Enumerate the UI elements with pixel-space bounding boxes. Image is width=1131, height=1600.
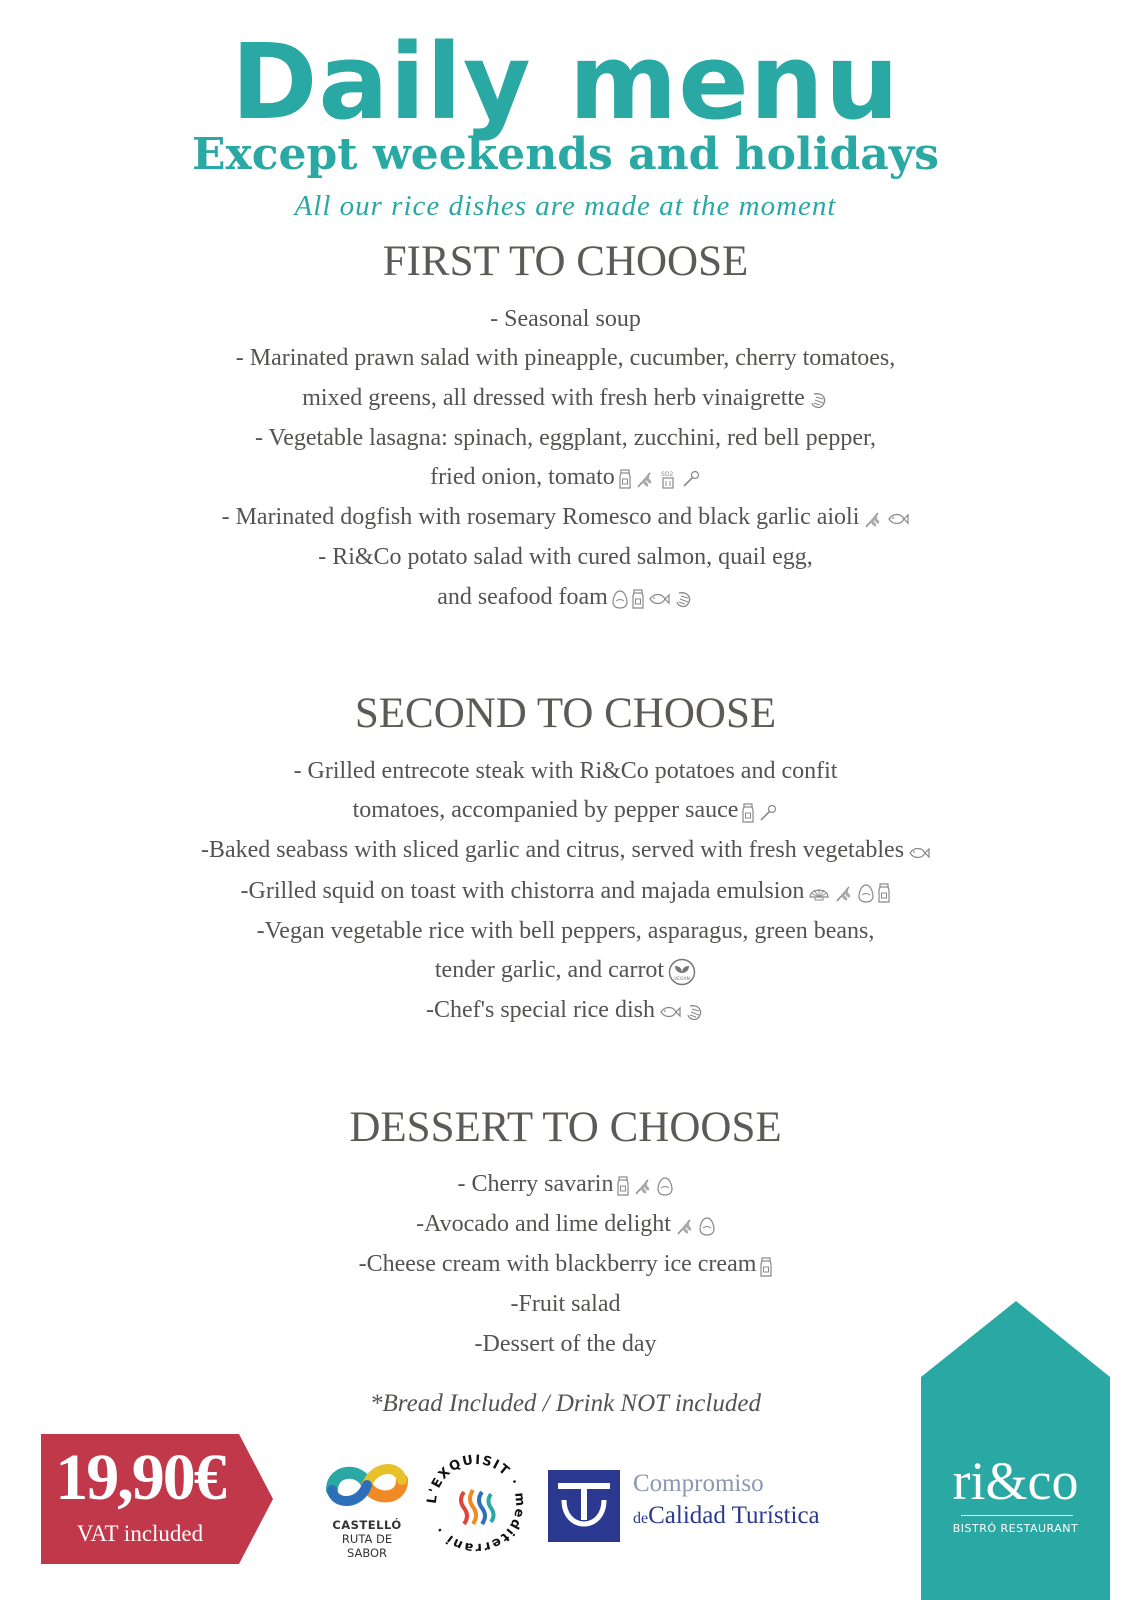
crustacean-icon	[685, 992, 705, 1031]
menu-item-text: - Ri&Co potato salad with cured salmon, quail egg,	[318, 544, 813, 571]
milk-icon	[632, 578, 644, 617]
exquisit-seal-icon	[420, 1448, 532, 1560]
menu-item-text: and seafood foam	[437, 583, 608, 610]
menu-item-text: - Marinated dogfish with rosemary Romesco and black garlic aioli	[221, 504, 860, 531]
gluten-icon	[834, 872, 854, 911]
exquisit-ring-text: L'EXQUISIT · mediterrani ·	[424, 1452, 528, 1556]
brand-name: ri&co	[952, 1451, 1079, 1511]
menu-item-line	[0, 578, 1131, 618]
brand-divider	[961, 1515, 1073, 1516]
menu-item-line	[0, 339, 1131, 378]
menu-item-line	[0, 538, 1131, 577]
menu-title: Daily menu	[231, 21, 900, 143]
milk-icon	[619, 459, 631, 498]
menu-item-text: - Cherry savarin	[457, 1171, 614, 1197]
crustacean-icon	[674, 578, 694, 617]
calidad-line2	[633, 1502, 820, 1530]
gluten-icon	[863, 499, 883, 538]
fish-icon	[887, 499, 909, 538]
menu-item-text: - Seasonal soup	[490, 306, 641, 332]
menu-item-line	[0, 912, 1131, 951]
menu-item-text: -Avocado and lime delight	[416, 1211, 671, 1238]
calidad-de: de	[633, 1510, 649, 1527]
svg-text:VEGAN: VEGAN	[674, 977, 691, 983]
menu-item-line	[0, 1205, 1131, 1245]
egg-icon	[699, 1206, 715, 1245]
fish-icon	[659, 992, 681, 1031]
menu-item-line	[0, 831, 1131, 871]
compromiso-calidad-turistica-logo	[548, 1470, 838, 1542]
svg-text:L'EXQUISIT · mediterrani ·	[425, 1453, 528, 1555]
section-title-second: SECOND TO CHOOSE	[354, 690, 777, 737]
menu-item-line	[0, 872, 1131, 912]
menu-item-text: tender garlic, and carrot	[434, 956, 665, 983]
menu-item-line	[0, 300, 1131, 339]
section-items-second	[0, 752, 1131, 1031]
castello-line2: RUTA DE	[341, 1532, 393, 1546]
calidad-line1: Compromiso	[633, 1470, 764, 1497]
menu-item-line	[0, 458, 1131, 498]
celery-icon	[758, 792, 778, 831]
fish-icon	[648, 578, 670, 617]
menu-item-line	[0, 379, 1131, 419]
menu-item-text: - Grilled entrecote steak with Ri&Co potatoes and confit	[293, 758, 838, 784]
menu-item-text: fried onion, tomato	[430, 464, 615, 491]
castello-infinity-icon	[322, 1450, 412, 1516]
price-value: 19,90€	[55, 1441, 225, 1514]
menu-item-line	[0, 419, 1131, 458]
section-items-first	[0, 300, 1131, 618]
brand-subtitle: BISTRÓ RESTAURANT	[952, 1522, 1079, 1535]
menu-item-text: -Baked seabass with sliced garlic and citrus, served with fresh vegetables	[200, 837, 905, 864]
mollusc-icon	[808, 872, 830, 911]
footnote: *Bread Included / Drink NOT included	[370, 1390, 761, 1417]
menu-item-text: -Cheese cream with blackberry ice cream	[358, 1251, 757, 1278]
brand-house-badge	[921, 1301, 1110, 1600]
milk-icon	[760, 1246, 772, 1285]
menu-item-line	[0, 991, 1131, 1031]
menu-item-text: mixed greens, all dressed with fresh herb vinaigrette	[302, 384, 805, 411]
price-tag	[41, 1434, 273, 1564]
castello-name: CASTELLÓ	[332, 1518, 402, 1532]
svg-text:SO2: SO2	[660, 471, 674, 479]
menu-tagline: All our rice dishes are made at the moment	[294, 190, 837, 222]
menu-item-text: - Marinated prawn salad with pineapple, cucumber, cherry tomatoes,	[235, 345, 896, 372]
section-title-dessert: DESSERT TO CHOOSE	[349, 1104, 782, 1151]
section-title-first: FIRST TO CHOOSE	[382, 238, 749, 285]
sulphites-icon	[659, 459, 677, 498]
egg-icon	[858, 872, 874, 911]
fish-icon	[908, 832, 930, 871]
price-note: VAT included	[76, 1521, 204, 1546]
castello-ruta-de-sabor-logo	[322, 1450, 412, 1562]
menu-item-text: -Chef's special rice dish	[426, 997, 655, 1024]
castello-line3: SABOR	[346, 1546, 388, 1560]
milk-icon	[878, 872, 890, 911]
celery-icon	[681, 459, 701, 498]
calidad-turistica-emblem-icon	[548, 1470, 620, 1542]
gluten-icon	[675, 1206, 695, 1245]
menu-item-line	[0, 1245, 1131, 1285]
calidad-line2-text: Calidad Turística	[648, 1502, 820, 1529]
gluten-icon	[633, 1166, 653, 1205]
menu-item-text: -Grilled squid on toast with chistorra and majada emulsion	[240, 877, 805, 904]
menu-item-text: - Vegetable lasagna: spinach, eggplant, zucchini, red bell pepper,	[254, 424, 877, 451]
crustacean-icon	[809, 379, 829, 418]
menu-item-text: -Dessert of the day	[474, 1330, 657, 1357]
egg-icon	[657, 1166, 673, 1205]
menu-item-text: -Fruit salad	[510, 1291, 621, 1318]
egg-icon	[612, 578, 628, 617]
milk-icon	[617, 1166, 629, 1205]
menu-item-line	[0, 498, 1131, 538]
menu-item-line	[0, 752, 1131, 791]
menu-item-line	[0, 791, 1131, 831]
gluten-icon	[635, 459, 655, 498]
vegan-icon	[668, 952, 696, 991]
menu-item-line	[0, 951, 1131, 991]
menu-subtitle: Except weekends and holidays	[191, 129, 940, 180]
menu-item-line	[0, 1165, 1131, 1205]
exquisit-mediterrani-logo	[420, 1448, 532, 1560]
milk-icon	[742, 792, 754, 831]
menu-item-text: -Vegan vegetable rice with bell peppers, asparagus, green beans,	[256, 917, 875, 944]
menu-item-text: tomatoes, accompanied by pepper sauce	[352, 797, 739, 824]
